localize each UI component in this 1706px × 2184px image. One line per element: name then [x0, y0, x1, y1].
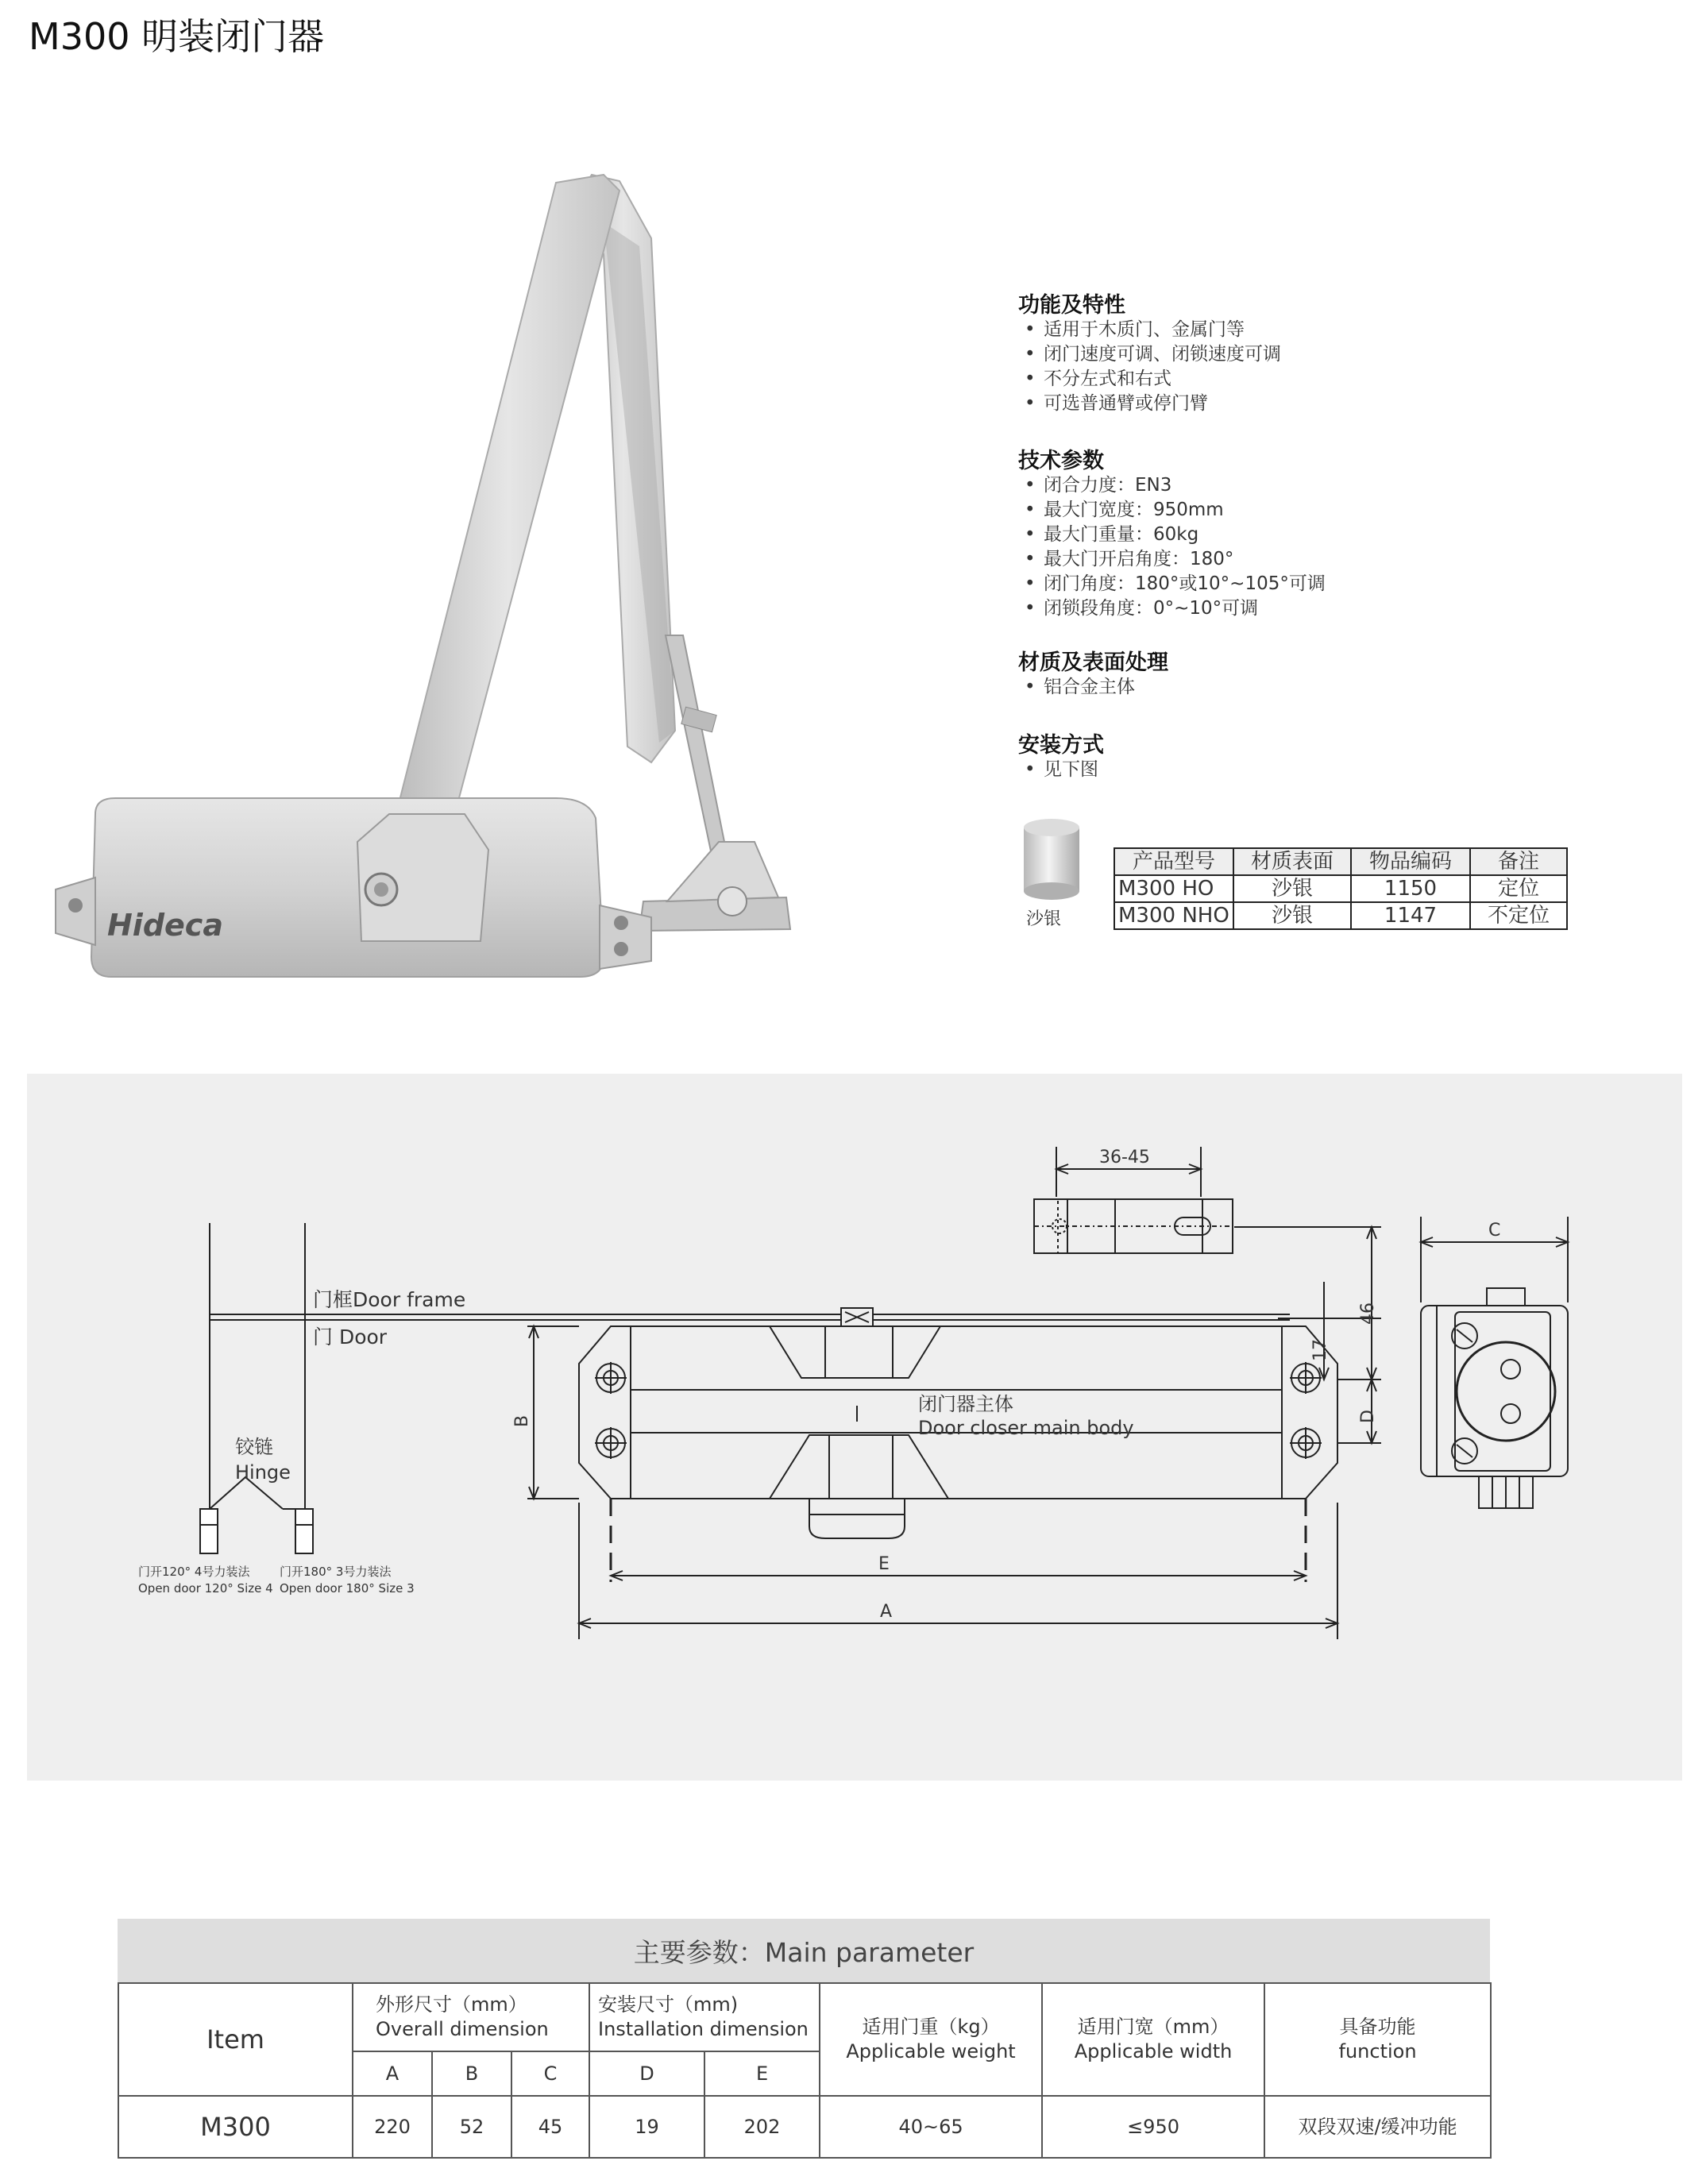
main-arm	[397, 175, 619, 822]
dim-17-label: 17	[1310, 1339, 1330, 1361]
brand-logo-text: Hideca	[107, 908, 223, 943]
row-b: 52	[432, 2096, 511, 2158]
body-label-cn: 闭门器主体	[918, 1393, 1013, 1415]
door-label: 门 Door	[313, 1325, 388, 1349]
features-list	[1025, 318, 1281, 416]
body-label-en: Door closer main body	[918, 1417, 1134, 1439]
list-item: • 最大门宽度：950mm	[1025, 498, 1326, 523]
applicable-width-header	[1042, 1983, 1264, 2096]
list-item: • 铝合金主体	[1025, 675, 1135, 700]
dim-e-label: E	[878, 1554, 890, 1574]
finish-swatch-label: 沙银	[1026, 909, 1062, 929]
row-c: 45	[511, 2096, 589, 2158]
sub-header-e: E	[704, 2051, 820, 2096]
material-heading: 材质及表面处理	[1018, 650, 1168, 675]
table-header: 产品型号	[1114, 848, 1233, 875]
dim-a-label: A	[880, 1602, 893, 1622]
function-header	[1264, 1983, 1491, 2096]
list-item: • 最大门重量：60kg	[1025, 523, 1326, 547]
table-header: 材质表面	[1233, 848, 1351, 875]
function-cn: 具备功能	[1339, 2016, 1416, 2038]
list-item: • 不分左式和右式	[1025, 367, 1281, 392]
row-d: 19	[589, 2096, 704, 2158]
table-cell: M300 HO	[1114, 875, 1233, 902]
list-item: • 闭锁段角度：0°~10°可调	[1025, 596, 1326, 621]
note1-cn: 门开120° 4号力装法	[138, 1565, 250, 1579]
installation-dimension-en: Installation dimension	[598, 2018, 809, 2040]
list-item: • 见下图	[1025, 758, 1098, 782]
install-heading: 安装方式	[1018, 733, 1104, 758]
table-row	[1114, 875, 1567, 902]
applicable-weight-header	[820, 1983, 1042, 2096]
product-photo	[48, 159, 810, 993]
row-weight: 40~65	[820, 2096, 1042, 2158]
dim-b-label: B	[512, 1414, 532, 1427]
applicable-width-cn: 适用门宽（mm）	[1077, 2016, 1229, 2038]
overall-dimension-header	[353, 1983, 589, 2051]
hinge-label-cn: 铰链	[235, 1436, 273, 1458]
note2-en: Open door 180° Size 3	[280, 1581, 415, 1596]
dim-c-label: C	[1488, 1221, 1501, 1241]
material-list	[1025, 675, 1135, 700]
installation-diagram	[27, 1074, 1682, 1781]
table-header: 物品编码	[1351, 848, 1470, 875]
row-width: ≤950	[1042, 2096, 1264, 2158]
tech-params-list	[1025, 473, 1326, 621]
installation-diagram-panel	[27, 1074, 1682, 1781]
applicable-weight-cn: 适用门重（kg）	[862, 2016, 1000, 2038]
table-cell: 定位	[1470, 875, 1567, 902]
table-cell: 1150	[1351, 875, 1470, 902]
list-item: • 可选普通臂或停门臂	[1025, 392, 1281, 416]
table-cell: 沙银	[1233, 875, 1351, 902]
tech-params-heading: 技术参数	[1018, 449, 1104, 473]
list-item: • 适用于木质门、金属门等	[1025, 318, 1281, 342]
function-en: function	[1338, 2040, 1417, 2062]
table-cell: 沙银	[1233, 902, 1351, 929]
install-list	[1025, 758, 1098, 782]
overall-dimension-en: Overall dimension	[376, 2018, 549, 2040]
note2-cn: 门开180° 3号力装法	[280, 1565, 392, 1579]
features-heading: 功能及特性	[1018, 293, 1125, 318]
product-code-table	[1114, 847, 1568, 930]
page-title: M300 明装闭门器	[29, 15, 325, 58]
table-row	[118, 2096, 1491, 2158]
overall-dimension-cn: 外形尺寸（mm）	[376, 1993, 527, 2016]
dim-bracket-label: 36-45	[1099, 1148, 1150, 1167]
dim-d-label: D	[1358, 1410, 1378, 1423]
closer-body	[91, 798, 604, 977]
item-header: Item	[118, 1983, 353, 2096]
hinge-label-en: Hinge	[235, 1461, 291, 1484]
list-item: • 最大门开启角度：180°	[1025, 547, 1326, 572]
row-function: 双段双速/缓冲功能	[1264, 2096, 1491, 2158]
list-item: • 闭合力度：EN3	[1025, 473, 1326, 498]
sub-header-b: B	[432, 2051, 511, 2096]
table-header: 备注	[1470, 848, 1567, 875]
installation-dimension-header	[589, 1983, 820, 2051]
list-item: • 闭门角度：180°或10°~105°可调	[1025, 572, 1326, 596]
mount-bracket	[639, 897, 790, 931]
main-parameter-table	[118, 1982, 1492, 2159]
row-item: M300	[118, 2096, 353, 2158]
table-cell: 1147	[1351, 902, 1470, 929]
applicable-weight-en: Applicable weight	[846, 2040, 1016, 2062]
list-item: • 闭门速度可调、闭锁速度可调	[1025, 342, 1281, 367]
table-cell: M300 NHO	[1114, 902, 1233, 929]
dim-46-label: 46	[1358, 1302, 1378, 1325]
door-frame-label: 门框Door frame	[313, 1288, 466, 1311]
main-parameter-header: 主要参数：Main parameter	[118, 1919, 1490, 1982]
row-a: 220	[353, 2096, 432, 2158]
table-cell: 不定位	[1470, 902, 1567, 929]
applicable-width-en: Applicable width	[1074, 2040, 1233, 2062]
finish-swatch-cylinder	[1021, 816, 1082, 904]
table-row	[1114, 902, 1567, 929]
sub-header-c: C	[511, 2051, 589, 2096]
row-e: 202	[704, 2096, 820, 2158]
sub-header-a: A	[353, 2051, 432, 2096]
sub-header-d: D	[589, 2051, 704, 2096]
installation-dimension-cn: 安装尺寸（mm)	[598, 1993, 739, 2016]
note1-en: Open door 120° Size 4	[138, 1581, 273, 1596]
